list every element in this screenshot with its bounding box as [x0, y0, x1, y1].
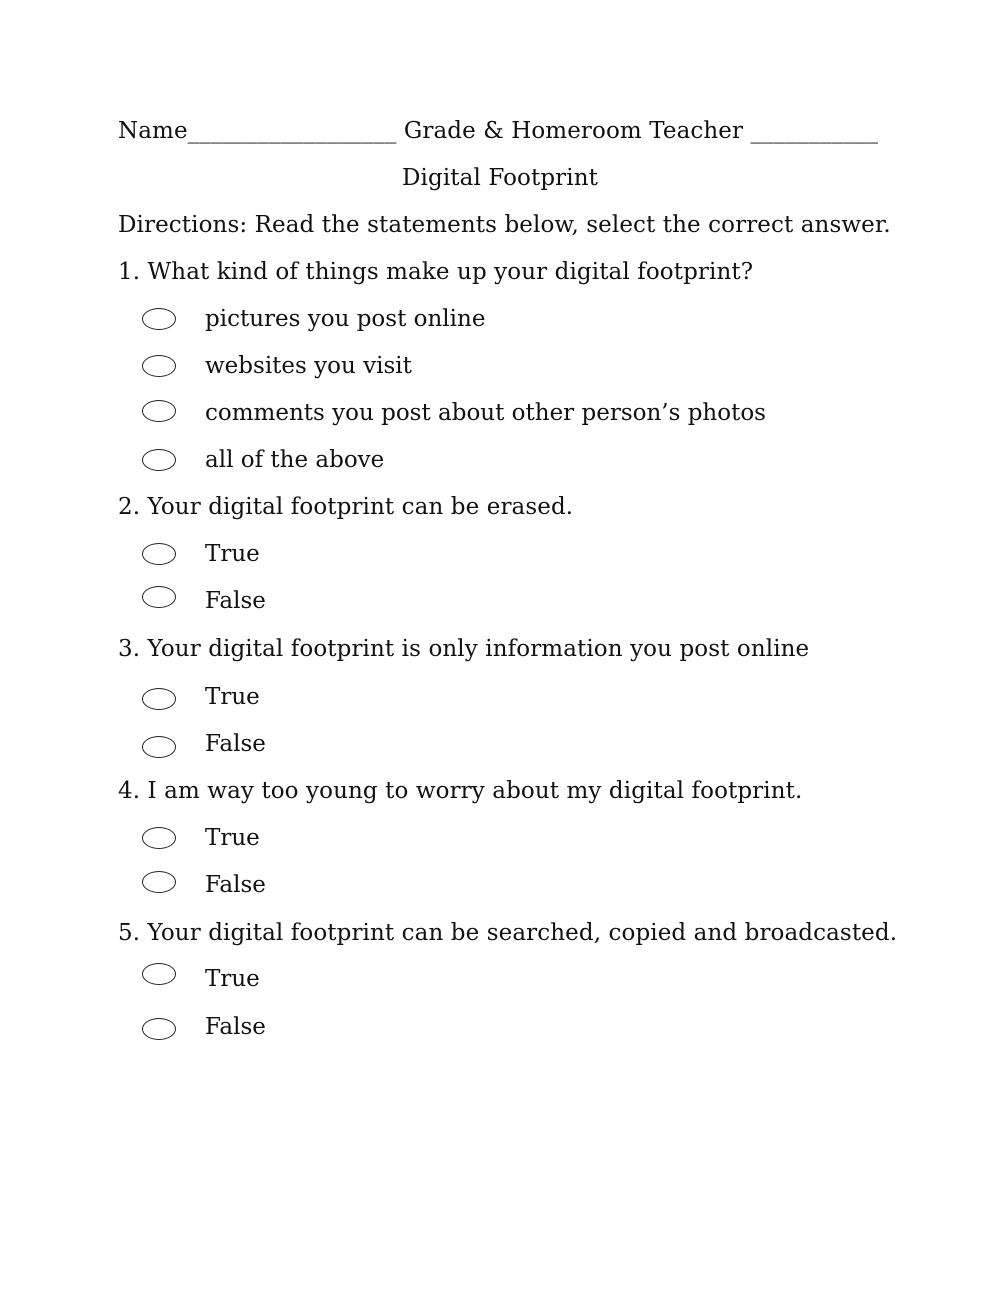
- q4-option-true-label: True: [205, 825, 260, 851]
- q4-option-false-label: False: [205, 872, 266, 898]
- q1-option-1[interactable]: [142, 304, 486, 334]
- q5-option-true[interactable]: [142, 964, 260, 994]
- radio-bubble[interactable]: [142, 1018, 176, 1040]
- q2-option-false-label: False: [205, 588, 266, 614]
- radio-bubble[interactable]: [142, 543, 176, 565]
- q1-option-4[interactable]: [142, 445, 385, 475]
- question-3-text: 3. Your digital footprint is only information you post online: [118, 636, 810, 662]
- radio-bubble[interactable]: [142, 736, 176, 758]
- q5-option-true-label: True: [205, 966, 260, 992]
- q3-option-true[interactable]: [142, 682, 260, 712]
- radio-bubble[interactable]: [142, 963, 176, 985]
- worksheet-title: Digital Footprint: [402, 165, 598, 191]
- q1-option-2-label: websites you visit: [205, 353, 412, 379]
- q3-option-true-label: True: [205, 684, 260, 710]
- q1-option-3-label: comments you post about other person’s photos: [205, 400, 766, 426]
- radio-bubble[interactable]: [142, 688, 176, 710]
- radio-bubble[interactable]: [142, 308, 176, 330]
- q2-option-true-label: True: [205, 541, 260, 567]
- q5-option-false-label: False: [205, 1014, 266, 1040]
- radio-bubble[interactable]: [142, 827, 176, 849]
- radio-bubble[interactable]: [142, 355, 176, 377]
- q1-option-3[interactable]: [142, 398, 766, 428]
- q4-option-true[interactable]: [142, 823, 260, 853]
- q3-option-false[interactable]: [142, 729, 266, 759]
- radio-bubble[interactable]: [142, 449, 176, 471]
- question-2-text: 2. Your digital footprint can be erased.: [118, 494, 574, 520]
- radio-bubble[interactable]: [142, 586, 176, 608]
- q2-option-false[interactable]: [142, 586, 266, 616]
- grade-teacher-field-label: Grade & Homeroom Teacher ___________: [403, 118, 879, 144]
- question-4-text: 4. I am way too young to worry about my digital footprint.: [118, 778, 803, 804]
- q1-option-2[interactable]: [142, 351, 412, 381]
- directions-text: Directions: Read the statements below, select the correct answer.: [118, 212, 891, 238]
- q1-option-4-label: all of the above: [205, 447, 385, 473]
- header-line: [118, 116, 878, 146]
- radio-bubble[interactable]: [142, 871, 176, 893]
- q1-option-1-label: pictures you post online: [205, 306, 486, 332]
- radio-bubble[interactable]: [142, 400, 176, 422]
- q2-option-true[interactable]: [142, 539, 260, 569]
- question-1-text: 1. What kind of things make up your digital footprint?: [118, 259, 754, 285]
- q3-option-false-label: False: [205, 731, 266, 757]
- q5-option-false[interactable]: [142, 1012, 266, 1042]
- q4-option-false[interactable]: [142, 870, 266, 900]
- name-field-label: Name__________________: [118, 118, 397, 144]
- question-5-text: 5. Your digital footprint can be searched, copied and broadcasted.: [118, 920, 898, 946]
